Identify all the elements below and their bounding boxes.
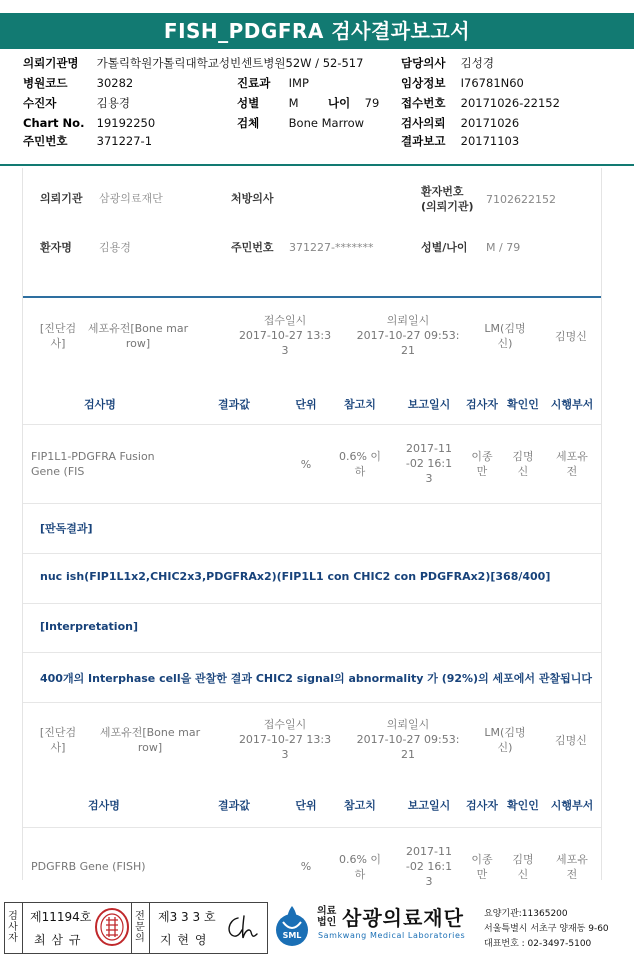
- table-header-divider: [23, 424, 601, 425]
- interpretation-label: [Interpretation]: [40, 620, 138, 633]
- signature-icon: [224, 912, 260, 944]
- patient-no-label: 환자번호: [421, 185, 464, 198]
- section-received: 접수일시 2017-10-27 13:3 3: [238, 718, 332, 761]
- org-prefix: 의료 법인: [317, 906, 337, 928]
- institution-value: 삼광의료재단: [99, 192, 163, 205]
- section-lm: LM(김명 신): [484, 322, 526, 350]
- col-result: 결과값: [218, 799, 250, 812]
- test-tester: 이종 만: [471, 853, 493, 881]
- tester-name: 최 삼 규: [34, 933, 82, 947]
- address: 서울특별시 서초구 양재동 9-60: [484, 924, 609, 934]
- test-name: FIP1L1-PDGFRA Fusion Gene (FIS: [31, 450, 155, 478]
- header-department: 진료과 IMP: [237, 76, 309, 90]
- rrn-label: 주민번호: [231, 241, 274, 254]
- header-accession-no: 접수번호 20171026-22152: [401, 96, 560, 110]
- patient-divider: [23, 296, 601, 298]
- row-divider: [23, 503, 601, 504]
- seal-icon: [94, 907, 130, 947]
- section-received: 접수일시 2017-10-27 13:3 3: [238, 314, 332, 357]
- doctor-label: 처방의사: [231, 192, 274, 205]
- header-institution: 의뢰기관명 가톨릭학원가톨릭대학교성빈센트병원52W / 52-517: [23, 56, 364, 70]
- col-unit: 단위: [295, 398, 317, 411]
- col-reference: 참고치: [344, 799, 376, 812]
- test-report-date: 2017-11 -02 16:1 3: [405, 845, 453, 888]
- header-chart-no: Chart No. 19192250: [23, 116, 156, 130]
- col-confirmer: 확인인: [507, 398, 539, 411]
- tester-license: 제11194호: [30, 910, 92, 924]
- logo-text: SML: [282, 931, 302, 940]
- test-dept: 세포유 전: [556, 853, 588, 881]
- sex-age-value: M / 79: [486, 241, 521, 254]
- reading-value-divider: [23, 603, 601, 604]
- header-report-date: 결과보고 20171103: [401, 134, 520, 148]
- header-rrn: 주민번호 371227-1: [23, 134, 153, 148]
- patient-name-label: 환자명: [40, 241, 72, 254]
- header-divider: [0, 164, 634, 166]
- test-reference: 0.6% 이 하: [338, 853, 382, 881]
- col-report-date: 보고일시: [407, 799, 451, 812]
- sex-age-label: 성별/나이: [421, 241, 468, 254]
- col-dept: 시행부서: [550, 398, 594, 411]
- col-tester: 검사자: [466, 398, 498, 411]
- interpretation-value: 400개의 Interphase cell을 관찰한 결과 CHIC2 signal의 abnormality 가 (92%)의 세포에서 관찰됩니다: [40, 672, 592, 685]
- col-confirmer: 확인인: [507, 799, 539, 812]
- tester-label: 검사자: [8, 911, 18, 944]
- col-test-name: 검사명: [88, 799, 120, 812]
- specialist-name: 지 현 영: [160, 933, 208, 947]
- report-title: FISH_PDGFRA 검사결과보고서: [0, 13, 634, 49]
- patient-no-label-sub: (의뢰기관): [421, 200, 474, 213]
- col-report-date: 보고일시: [407, 398, 451, 411]
- test-tester: 이종 만: [471, 450, 493, 478]
- section-dept-detail: 세포유전[Bone mar row]: [87, 322, 189, 350]
- phone: 대표번호 : 02-3497-5100: [484, 939, 592, 949]
- section-end-divider: [23, 702, 601, 703]
- section-requested: 의뢰일시 2017-10-27 09:53: 21: [356, 314, 460, 357]
- header-request-date: 검사의뢰 20171026: [401, 116, 520, 130]
- header-patient: 수진자 김용경: [23, 96, 130, 110]
- test-confirmer: 김명 신: [512, 450, 534, 478]
- content-frame-right: [601, 168, 602, 880]
- col-tester: 검사자: [466, 799, 498, 812]
- specialist-label: 전문의: [135, 911, 145, 944]
- section-person: 김명신: [555, 330, 587, 343]
- table-header-divider: [23, 827, 601, 828]
- specialist-license: 제3 3 3 호: [158, 910, 216, 924]
- section-dept: [진단검 사]: [39, 726, 77, 754]
- section-dept-detail: 세포유전[Bone mar row]: [99, 726, 201, 754]
- header-sex: 성별 M: [237, 96, 299, 110]
- test-name: PDGFRB Gene (FISH): [31, 860, 146, 873]
- col-dept: 시행부서: [550, 799, 594, 812]
- test-dept: 세포유 전: [556, 450, 588, 478]
- reading-value: nuc ish(FIP1L1x2,CHIC2x3,PDGFRAx2)(FIP1L1 con CHIC2 con PDGFRAx2)[368/400]: [40, 570, 551, 583]
- header-hospital-code: 병원코드 30282: [23, 76, 134, 90]
- test-confirmer: 김명 신: [512, 853, 534, 881]
- section-lm: LM(김명 신): [484, 726, 526, 754]
- header-specimen: 검체 Bone Marrow: [237, 116, 365, 130]
- content-frame-left: [22, 168, 23, 880]
- sml-logo-icon: [272, 904, 312, 948]
- test-unit: %: [300, 458, 312, 471]
- patient-no-value: 7102622152: [486, 193, 556, 206]
- reading-label: [판독결과]: [40, 522, 93, 535]
- test-report-date: 2017-11 -02 16:1 3: [405, 442, 453, 485]
- header-clinical-info: 임상정보 I76781N60: [401, 76, 524, 90]
- care-code: 요양기관:11365200: [484, 909, 568, 919]
- interpretation-divider: [23, 652, 601, 653]
- header-doctor: 담당의사 김성경: [401, 56, 494, 70]
- test-reference: 0.6% 이 하: [338, 450, 382, 478]
- reading-divider: [23, 553, 601, 554]
- col-unit: 단위: [295, 799, 317, 812]
- col-reference: 참고치: [344, 398, 376, 411]
- section-requested: 의뢰일시 2017-10-27 09:53: 21: [356, 718, 460, 761]
- test-unit: %: [300, 860, 312, 873]
- org-english: Samkwang Medical Laboratories: [318, 931, 466, 940]
- col-result: 결과값: [218, 398, 250, 411]
- rrn-value: 371227-*******: [289, 241, 374, 254]
- header-age: 나이 79: [328, 96, 380, 110]
- org-name: 삼광의료재단: [342, 906, 464, 930]
- institution-label: 의뢰기관: [40, 192, 83, 205]
- section-person: 김명신: [555, 734, 587, 747]
- col-test-name: 검사명: [84, 398, 116, 411]
- section-dept: [진단검 사]: [39, 322, 77, 350]
- patient-name-value: 김용경: [99, 241, 131, 254]
